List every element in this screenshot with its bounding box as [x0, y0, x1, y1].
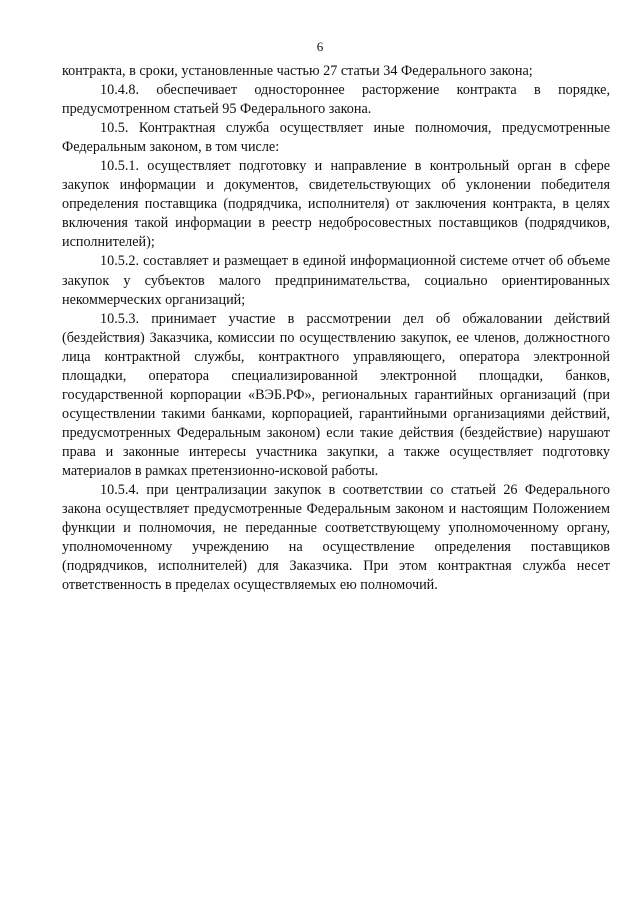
document-body	[62, 62, 610, 595]
paragraph-10-5-3: 10.5.3. принимает участие в рассмотрении дел об обжаловании действий (бездействия) Заказчика, комиссии по осуществлению закупок, ее членов, должностного лица контрактной службы, контрактного управляющего, оператора электронной площадки, оператора специализированной электронной площадки, банков, государственной корпорации «ВЭБ.РФ», региональных гарантийных организаций (при осуществлении такими банками, корпорацией, гарантийными организациями действий, предусмотренных Федеральным законом) если такие действия (бездействие) нарушают права и законные интересы участника закупки, а также осуществляет подготовку материалов в рамках претензионно-исковой работы.	[62, 310, 610, 479]
paragraph-10-5: 10.5. Контрактная служба осуществляет иные полномочия, предусмотренные Федеральным законом, в том числе:	[62, 120, 610, 156]
paragraph-10-4-8: 10.4.8. обеспечивает одностороннее расторжение контракта в порядке, предусмотренном статьей 95 Федерального закона.	[62, 82, 610, 118]
paragraph-10-5-2: 10.5.2. составляет и размещает в единой информационной системе отчет об объеме закупок у субъектов малого предпринимательства, социально ориентированных некоммерческих организаций;	[62, 253, 610, 308]
page-number: 6	[316, 39, 324, 54]
paragraph-10-5-1: 10.5.1. осуществляет подготовку и направление в контрольный орган в сфере закупок информации и документов, свидетельствующих об уклонении победителя определения поставщика (подрядчика, исполнителя) от заключения контракта, в целях включения такой информации в реестр недобросовестных поставщиков (подрядчиков, исполнителей);	[62, 158, 610, 251]
paragraph-10-5-4: 10.5.4. при централизации закупок в соответствии со статьей 26 Федерального закона осуществляет предусмотренные Федеральным законом и настоящим Положением функции и полномочия, не переданные соответствующему уполномоченному органу, уполномоченному учреждению на осуществление определения поставщиков (подрядчиков, исполнителей) для Заказчика. При этом контрактная служба несет ответственность в пределах осуществляемых ею полномочий.	[62, 482, 610, 594]
paragraph-continuation: контракта, в сроки, установленные частью 27 статьи 34 Федерального закона;	[62, 63, 533, 79]
